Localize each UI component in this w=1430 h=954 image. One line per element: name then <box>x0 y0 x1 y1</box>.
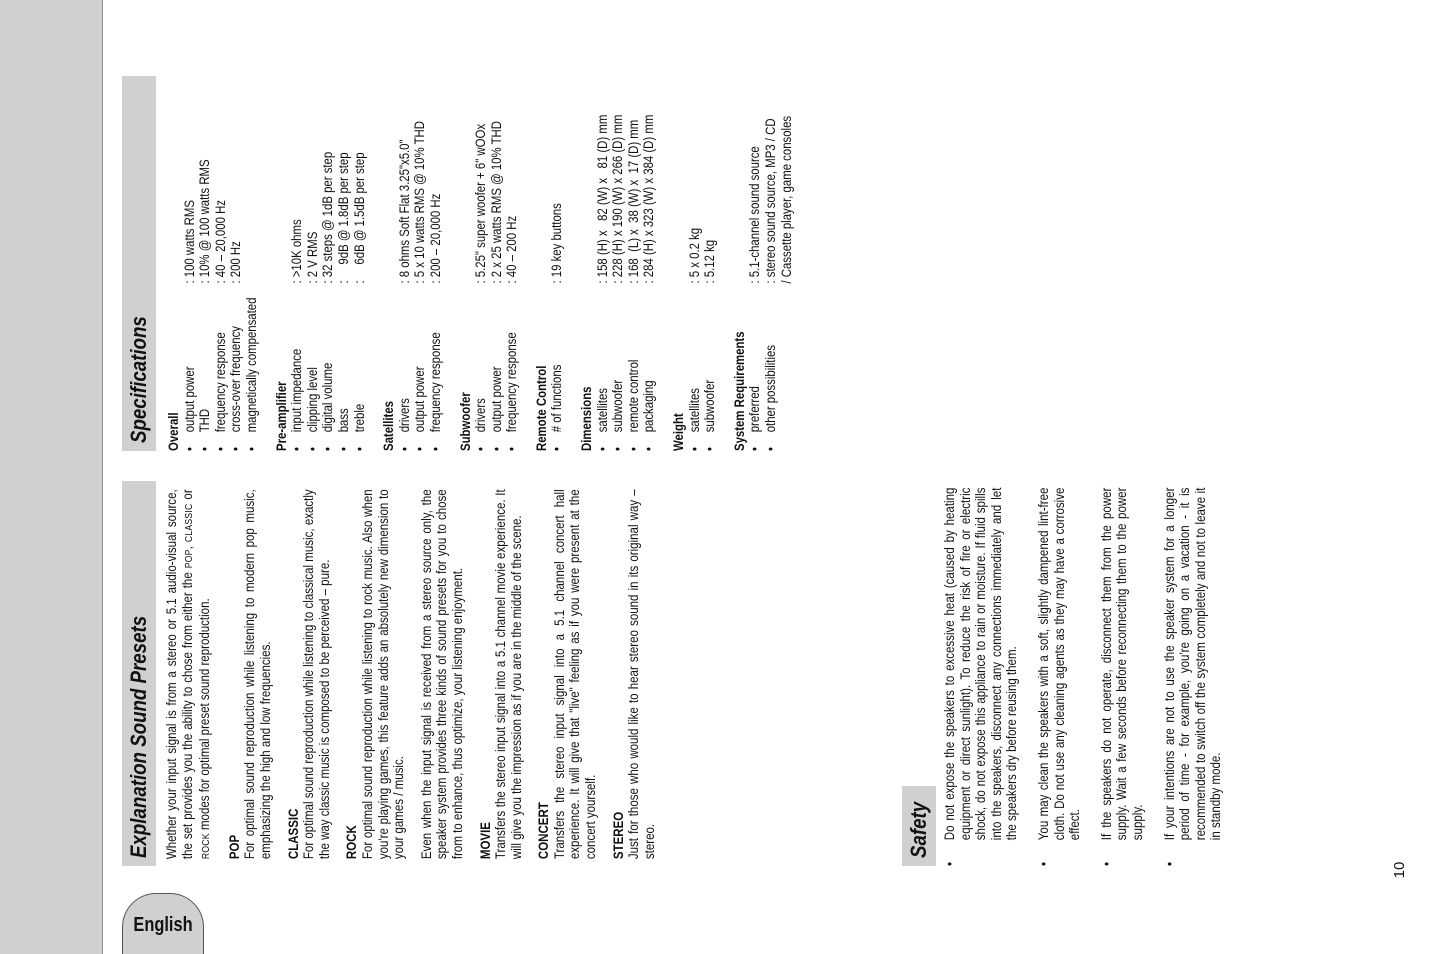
stereo-source-note: Even when the input signal is received from a stereo source only, the speaker system provides three kinds of sound presets for you to chose from to enhance, thus optimize, your listening enjoyment. <box>418 489 465 860</box>
spec-group-title: Overall <box>166 412 181 451</box>
spec-group-preamp <box>274 77 368 451</box>
spec-row: / Cassette player, game consoles <box>778 115 794 284</box>
spec-row: • cross-over frequency : 200 Hz <box>228 241 244 451</box>
list-item: • If your intentions are not to use the speaker system for a longer period of time - for example, you're going on a vacation - it is recommended to switch off the system completely and not to leave it in standby mode. <box>1161 487 1224 866</box>
rock-title: ROCK <box>344 825 360 860</box>
concert-title: CONCERT <box>536 802 552 860</box>
spec-group-overall <box>166 77 260 451</box>
spec-row: • other possibilities : stereo sound source, MP3 / CD <box>763 118 778 451</box>
spec-row: • preferred : 5.1-channel sound source <box>747 146 763 451</box>
rotated-page-content <box>122 76 1224 866</box>
spec-row: • digital volume : 32 steps @ 1dB per step <box>320 151 336 451</box>
spec-row: • THD : 10% @ 100 watts RMS <box>197 159 213 451</box>
presets-body <box>156 489 657 866</box>
left-margin-strip <box>0 0 103 954</box>
language-tab <box>122 893 204 954</box>
pop-title: POP <box>226 834 242 860</box>
safety-list <box>936 488 1224 866</box>
spec-row: • packaging : 284 (H) x 323 (W) x 384 (D) mm <box>641 114 657 451</box>
spec-row: • subwoofer : 228 (H) x 190 (W) x 266 (D) mm <box>610 114 626 451</box>
spec-group-weight <box>671 77 718 451</box>
spec-group-subwoofer <box>458 77 520 451</box>
stereo-title: STEREO <box>610 811 626 860</box>
specifications-body <box>156 77 794 451</box>
spec-row: • frequency response : 200 – 20,000 Hz <box>427 193 443 451</box>
page-number: 10 <box>1391 861 1408 879</box>
spec-group-system-requirements <box>732 77 794 451</box>
spec-row: • remote control : 168 (L) x 38 (W) x 17 (D) mm <box>625 119 641 451</box>
spec-row: • output power : 100 watts RMS <box>181 200 197 451</box>
spec-row: • satellites : 5 x 0.2 kg <box>686 227 702 451</box>
spec-row: • subwoofer : 5.12 kg <box>702 239 718 451</box>
spec-group-title: Dimensions <box>579 386 595 451</box>
spec-row: • drivers : 5.25" super woofer + 6" wOOx <box>473 123 489 451</box>
spec-row: • treble : 6dB @ 1.5dB per step <box>351 152 367 451</box>
spec-row: • # of functions : 19 key buttons <box>549 203 565 451</box>
spec-row: • input impedance : >10K ohms <box>289 219 305 451</box>
presets-heading: Explanation Sound Presets <box>122 481 156 866</box>
spec-group-satellites <box>381 77 443 451</box>
spec-row: • output power : 5 x 10 watts RMS @ 10% THD <box>412 121 428 451</box>
spec-row: • satellites : 158 (H) x 82 (W) x 81 (D) mm <box>594 114 610 451</box>
presets-intro: Whether your input signal is from a stereo or 5.1 audio-visual source, the set provides you the ability to chose from either the POP, CLASSIC or ROCK modes for optimal preset sound reproduction. <box>164 489 213 860</box>
spec-row: • frequency response : 40 – 200 Hz <box>504 215 520 451</box>
spec-row: • frequency response : 40 – 20,000 Hz <box>212 200 228 451</box>
movie-text: Transfers the stereo input signal into a 5.1 channel movie experience. It will give you the impression as if you are in the middle of the scene. <box>493 489 524 860</box>
spec-group-title: Pre-amplifier <box>273 381 289 451</box>
safety-section <box>902 481 1240 866</box>
spec-group-remote <box>534 77 565 451</box>
concert-text: Transfers the stereo input signal into a 5.1 channel concert hall experience. It will give that "live" feeling as if you were present at the concert yourself. <box>551 489 599 860</box>
classic-title: CLASSIC <box>285 808 301 860</box>
language-label: English <box>133 914 193 936</box>
spec-row: • drivers : 8 ohms Soft Flat 3.25"x5.0" <box>396 139 412 451</box>
spec-row: • clipping level : 2 V RMS <box>304 231 320 451</box>
spec-group-title: System Requirements <box>731 331 747 451</box>
list-item: • Do not expose the speakers to excessive heat (caused by heating equipment or direct sunlight). To reduce the risk of fire or electric shock, do not expose this appliance to rain or moisture. If fluid spills into the speakers, disconnect any connections immediately and let the speakers dry before reusing them. <box>942 487 1020 866</box>
spec-group-title: Remote Control <box>533 365 549 451</box>
spec-row: • magnetically compensated <box>243 297 259 451</box>
left-column <box>122 481 669 866</box>
spec-group-title: Weight <box>671 413 687 451</box>
list-item: • You may clean the speakers with a soft, slightly dampened lint-free cloth. Do not use any cleaning agents as they may have a corrosive effect. <box>1035 487 1083 866</box>
movie-title: MOVIE <box>477 822 493 860</box>
stereo-text: Just for those who would like to hear stereo sound in its original way – stereo. <box>626 489 657 860</box>
spec-group-title: Satellites <box>381 401 397 451</box>
safety-heading: Safety <box>902 786 936 866</box>
spec-group-title: Subwoofer <box>457 392 473 451</box>
specifications-section <box>122 76 808 451</box>
pop-text: For optimal sound reproduction while listening to modern pop music, emphasizing the high and low frequencies. <box>242 489 273 860</box>
classic-text: For optimal sound reproduction while listening to classical music, exactly the way classic music is composed to be perceived – pure. <box>301 489 332 860</box>
specifications-heading: Specifications <box>122 76 156 451</box>
list-item: • If the speakers do not operate, disconnect them from the power supply. Wait a few seconds before reconnecting them to the power supply. <box>1098 487 1145 866</box>
rock-text: For optimal sound reproduction while listening to rock music. Also when you're playing games, this feature adds an absolutely new dimension to your games / music. <box>359 489 407 860</box>
spec-row: • bass : 9dB @ 1.8dB per step <box>335 152 351 451</box>
spec-group-dimensions <box>579 77 657 451</box>
spec-row: • output power : 2 x 25 watts RMS @ 10% THD <box>488 121 504 451</box>
